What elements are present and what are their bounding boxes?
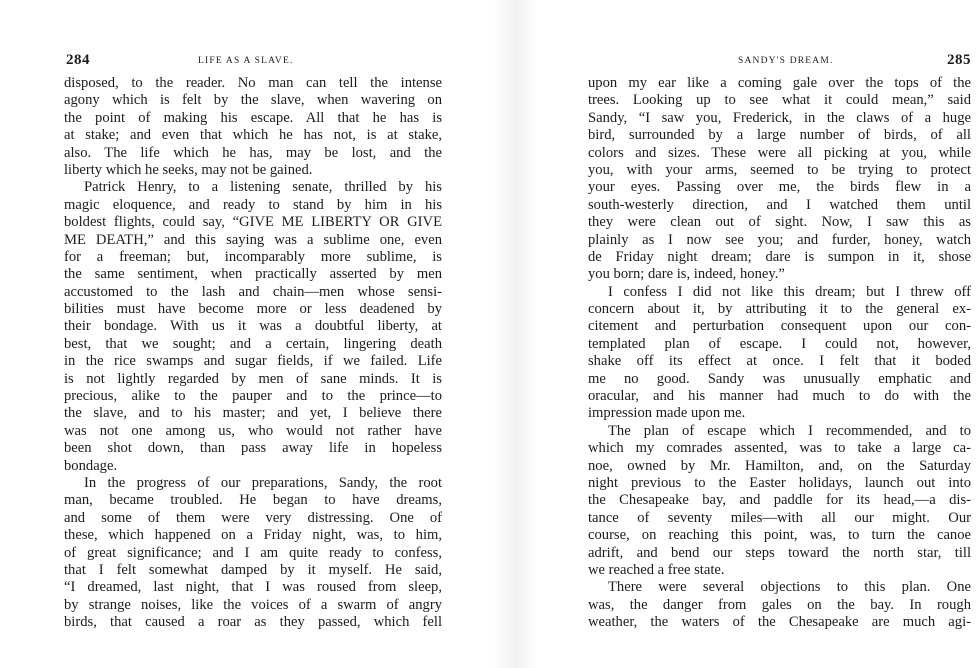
text-line: you, with your arms, seemed to be trying to protect — [588, 161, 971, 178]
text-line: which my comrades assented, was to take a large ca- — [588, 440, 971, 457]
text-line: we reached a free state. — [588, 561, 725, 578]
text-line: The plan of escape which I recommended, and to — [608, 422, 971, 439]
text-line: “I dreamed, last night, that I was roused from sleep, — [64, 579, 442, 596]
text-line: was not one among us, who would not rather have — [64, 422, 442, 439]
text-line: at stake; and even that which he has not, is at stake, — [64, 127, 442, 144]
text-line: their bondage. With us it was a doubtful liberty, at — [64, 318, 442, 335]
text-line: oracular, and his manner had much to do with the — [588, 388, 971, 405]
text-line: birds, that caused a roar as they passed, which fell — [64, 614, 442, 631]
text-line: bilities must have become more or less deadened by — [64, 301, 442, 318]
text-line: the Chesapeake bay, and paddle for its head,—a dis- — [588, 492, 971, 509]
right-running-head-title: SANDY'S DREAM. — [738, 56, 834, 66]
text-line: precious, alike to the pauper and to the prince—to — [64, 388, 442, 405]
text-line: I confess I did not like this dream; but I threw off — [608, 283, 971, 300]
text-line: also. The life which he has, may be lost, and the — [64, 144, 442, 161]
text-line: upon my ear like a coming gale over the tops of the — [588, 75, 971, 91]
text-line: concern about it, by attributing it to the general ex- — [588, 301, 971, 318]
text-line: shake off its effect at once. I felt that it boded — [588, 353, 971, 370]
text-line: tance of seventy miles—with all our might. Our — [588, 509, 971, 526]
text-line: Patrick Henry, to a listening senate, thrilled by his — [84, 179, 442, 196]
text-line: noe, owned by Mr. Hamilton, and, on the Saturday — [588, 457, 971, 474]
text-line: plainly as I now see you; and furder, honey, watch — [588, 231, 971, 248]
text-line: these, which happened on a Friday night, was, to him, — [64, 527, 442, 544]
text-line: citement and perturbation consequent upon our con- — [588, 318, 971, 335]
left-page-number: 284 — [66, 52, 90, 68]
text-line: man, became troubled. He began to have dreams, — [64, 492, 442, 509]
right-page-body — [588, 75, 971, 632]
text-line: In the progress of our preparations, Sandy, the root — [84, 474, 442, 491]
text-line: your eyes. Passing over me, the birds flew in a — [588, 179, 971, 196]
text-line: and some of them were very distressing. One of — [64, 509, 442, 526]
text-line: the point of making his escape. All that he has is — [64, 109, 442, 126]
text-line: templated plan of escape. I could not, however, — [588, 335, 971, 352]
left-running-head — [64, 52, 442, 70]
text-line: you born; dare is, indeed, honey.” — [588, 266, 785, 283]
text-line: ME DEATH,” and this saying was a sublime one, even — [64, 231, 442, 248]
text-line: that I felt somewhat damped by it myself. He said, — [64, 561, 442, 578]
text-line: south-westerly direction, and I watched them until — [588, 196, 971, 213]
text-line: they were clean out of sight. Now, I saw this as — [588, 214, 971, 231]
text-line: colors and sizes. These were all picking at you, while — [588, 144, 971, 161]
text-line: is not lightly regarded by men of sane minds. It is — [64, 370, 442, 387]
text-line: agony which is felt by the slave, when wavering on — [64, 92, 442, 109]
text-line: de Friday night dream; dare is sumpon in it, shose — [588, 248, 971, 265]
text-line: by strange noises, like the voices of a swarm of angry — [64, 596, 442, 613]
right-running-head — [588, 52, 971, 70]
text-line: night previous to the Easter holidays, launch out into — [588, 474, 971, 491]
text-line: bird, surrounded by a large number of birds, of all — [588, 127, 971, 144]
text-line: accustomed to the lash and chain—men whose sensi- — [64, 283, 442, 300]
text-line: weather, the waters of the Chesapeake are much agi- — [588, 614, 971, 631]
text-line: me no good. Sandy was unusually emphatic and — [588, 370, 971, 387]
left-page-body — [64, 75, 442, 632]
text-line: liberty which he seeks, may not be gained. — [64, 161, 313, 178]
text-line: impression made upon me. — [588, 405, 746, 422]
text-line: boldest flights, could say, “GIVE ME LIBERTY OR GIVE — [64, 214, 442, 231]
text-line: adrift, and bend our steps toward the north star, till — [588, 544, 971, 561]
text-line: was, the danger from gales on the bay. In rough — [588, 596, 971, 613]
text-line: of great significance; and I am quite ready to confess, — [64, 544, 442, 561]
text-line: the same sentiment, when practically asserted by men — [64, 266, 442, 283]
text-line: There were several objections to this plan. One — [608, 579, 971, 596]
text-line: been shot down, than pass away life in hopeless — [64, 440, 442, 457]
book-gutter — [492, 0, 536, 668]
text-line: course, on reaching this point, was, to turn the canoe — [588, 527, 971, 544]
left-running-head-title: LIFE AS A SLAVE. — [198, 56, 294, 66]
text-line: bondage. — [64, 457, 118, 474]
text-line: trees. Looking up to see what it could mean,” said — [588, 92, 971, 109]
text-line: best, that we sought; and a certain, lingering death — [64, 335, 442, 352]
text-line: the slave, and to his master; and yet, I believe there — [64, 405, 442, 422]
text-line: for a freeman; but, incomparably more sublime, is — [64, 248, 442, 265]
text-line: magic eloquence, and ready to stand by him in his — [64, 196, 442, 213]
right-page-number: 285 — [947, 52, 971, 68]
text-line: disposed, to the reader. No man can tell the intense — [64, 75, 442, 91]
text-line: in the rice swamps and sugar fields, if we failed. Life — [64, 353, 442, 370]
text-line: Sandy, “I saw you, Frederick, in the claws of a huge — [588, 109, 971, 126]
